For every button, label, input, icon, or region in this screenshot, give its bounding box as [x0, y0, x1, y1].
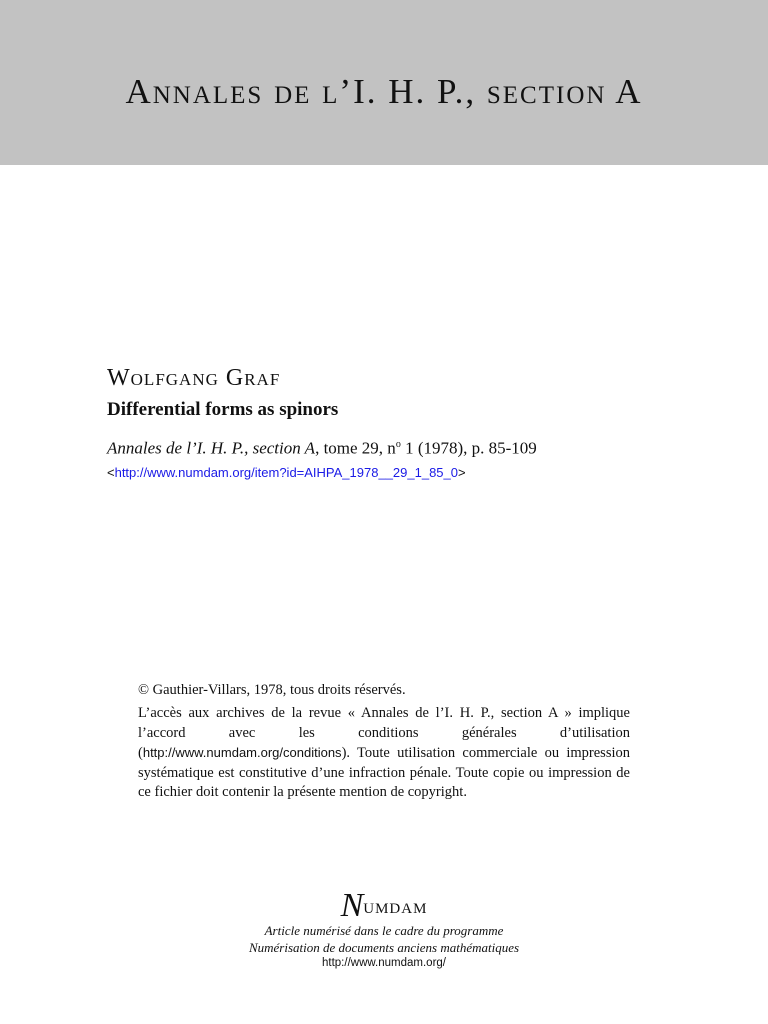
copyright-notice: © Gauthier-Villars, 1978, tous droits réservés. [138, 682, 406, 698]
citation [107, 434, 537, 460]
rights-text-part1: L’accès aux archives de la revue « Annales de l’I. H. P., section A » implique l’accord avec les conditions générales d’utilisation ( [138, 705, 630, 761]
numdam-logo-initial: N [340, 887, 364, 924]
journal-title-initial: A [125, 72, 153, 111]
author-name: Wolfgang Graf [107, 365, 281, 391]
article-url-line [107, 464, 466, 482]
citation-pages: 1 (1978), p. 85-109 [400, 438, 537, 458]
citation-number-sup: o [395, 439, 401, 450]
journal-title-section: section [486, 72, 607, 111]
journal-title-name: nnales de l’ [152, 72, 354, 111]
journal-banner [0, 0, 768, 165]
url-open-bracket: < [107, 465, 115, 480]
article-title: Differential forms as spinors [107, 399, 339, 420]
article-url-link[interactable]: http://www.numdam.org/item?id=AIHPA_1978__29_1_85_0 [114, 465, 458, 480]
rights-paragraph [138, 704, 630, 803]
numdam-description-line: Numérisation de documents anciens mathématiques [248, 940, 520, 955]
citation-journal: Annales de l’I. H. P., section A [107, 438, 316, 458]
url-close-bracket: > [458, 465, 466, 480]
citation-volume: , tome 29, n [315, 438, 396, 458]
numdam-logo-text: umdam [363, 893, 428, 918]
numdam-logo [0, 887, 768, 924]
numdam-program-line: Article numérisé dans le cadre du programme [264, 923, 504, 938]
journal-title-abbrev: I. H. P., [353, 72, 477, 111]
conditions-link[interactable]: http://www.numdam.org/conditions [142, 745, 342, 760]
journal-title-letter: A [615, 72, 643, 111]
journal-title [0, 70, 768, 114]
numdam-url-link[interactable]: http://www.numdam.org/ [322, 957, 446, 969]
rights-text-part2: ). Toute utilisation commerciale ou impression systématique est constitutive d’une infraction pénale. Toute copie ou impression de ce fichier doit contenir la présente mention de copyright. [138, 745, 630, 800]
